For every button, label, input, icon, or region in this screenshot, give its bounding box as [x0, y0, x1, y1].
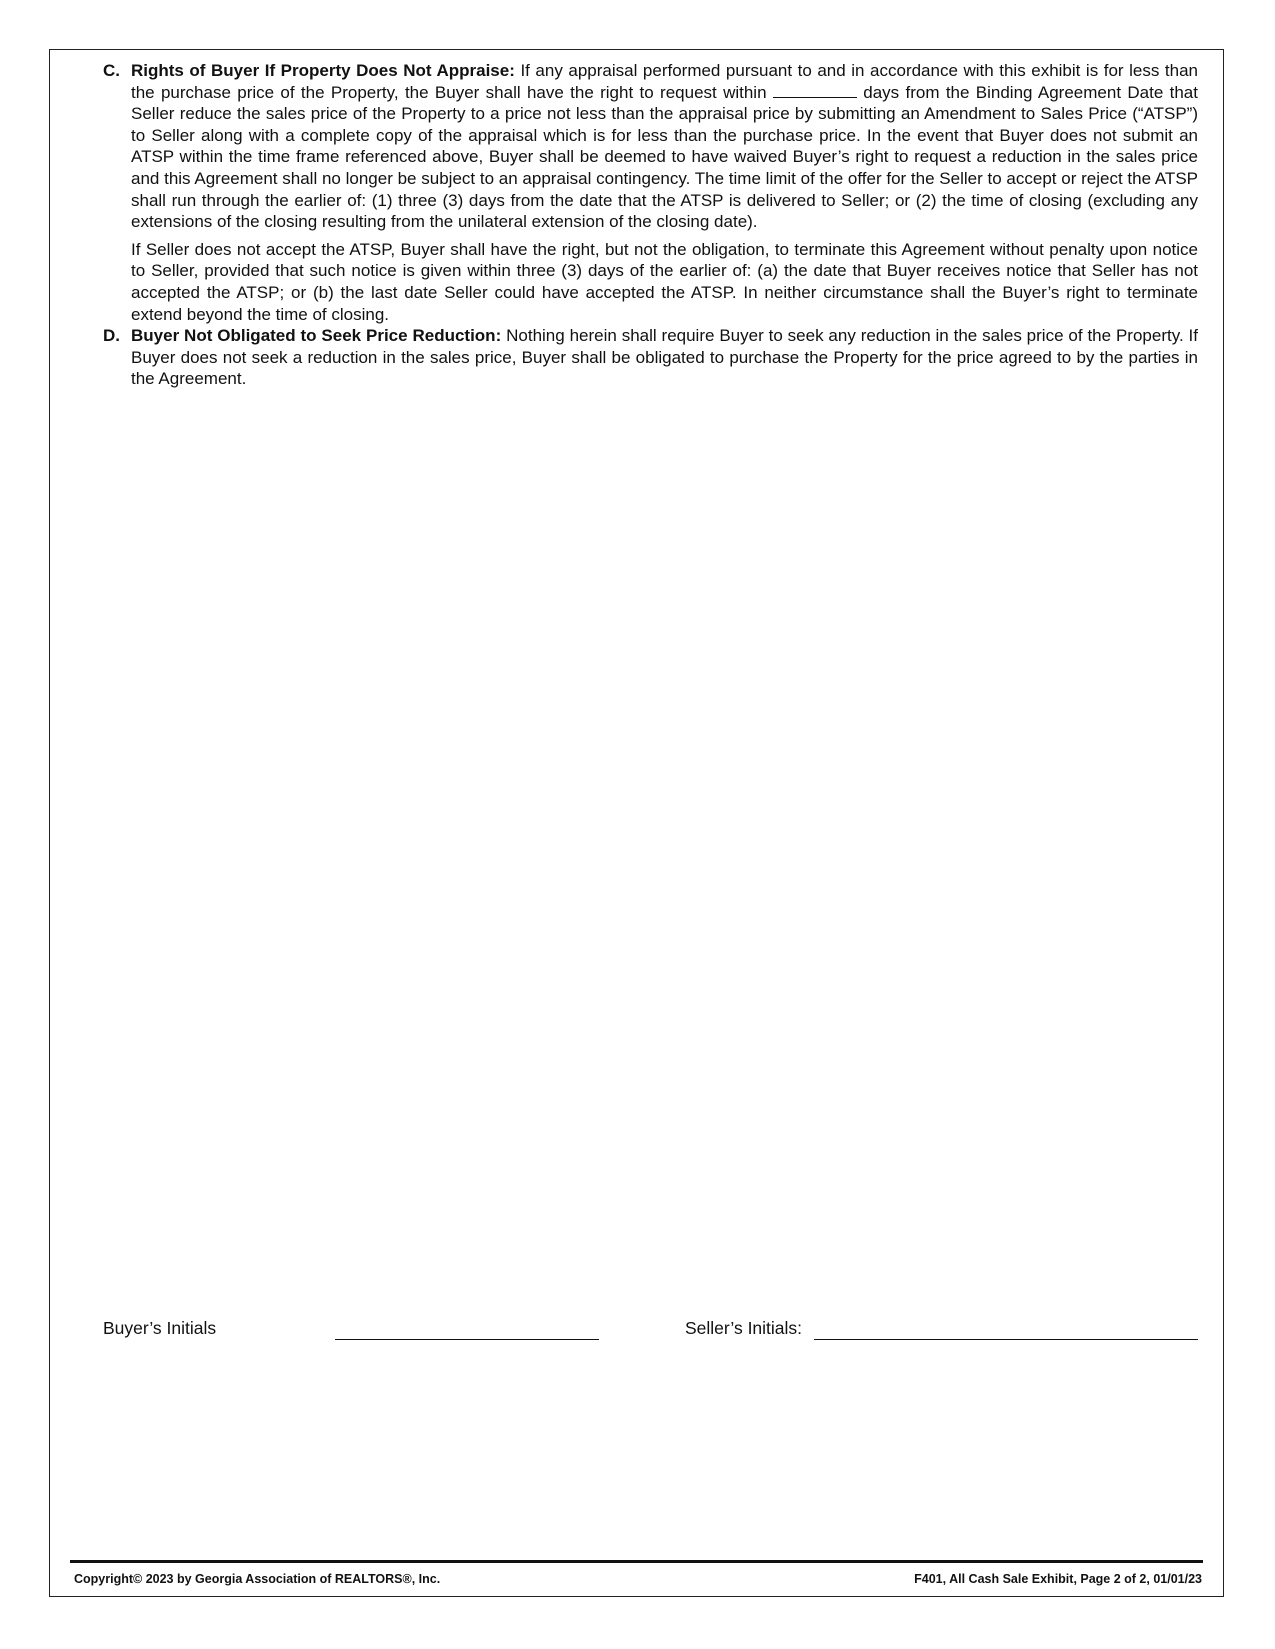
- section-d-letter: D.: [103, 326, 120, 346]
- section-c-letter: C.: [103, 61, 120, 80]
- buyer-initials-label: Buyer’s Initials: [103, 1318, 217, 1338]
- footer-form-id: F401, All Cash Sale Exhibit, Page 2 of 2, 01/01/23: [914, 1572, 1202, 1586]
- section-c-paragraph-2: If Seller does not accept the ATSP, Buyer shall have the right, but not the obligation, to terminate this Agreement without penalty upon notice to Seller, provided that such notice is given within three (3) days of the earlier of: (a) the date that Buyer receives notice that Seller has not accepted the ATSP; or (b) the last date Seller could have accepted the ATSP. In neither circumstance shall the Buyer’s right to terminate extend beyond the time of closing.: [131, 239, 1198, 324]
- footer-copyright: Copyright© 2023 by Georgia Association of REALTORS®, Inc.: [74, 1572, 441, 1586]
- seller-initials-line[interactable]: [814, 1339, 1198, 1340]
- seller-initials-label: Seller’s Initials:: [685, 1318, 803, 1338]
- section-c-text-after-blank: days from the Binding Agreement Date that Seller reduce the sales price of the Property to a price not less than the appraisal price by submitting an Amendment to Sales Price (“ATSP”) to Seller along with a complete copy of the appraisal which is for less than the purchase price. In the event that Buyer does not submit an ATSP within the time frame referenced above, Buyer shall be deemed to have waived Buyer’s right to request a reduction in the sales price and this Agreement shall no longer be subject to an appraisal contingency. The time limit of the offer for the Seller to accept or reject the ATSP shall run through the earlier of: (1) three (3) days from the date that the ATSP is delivered to Seller; or (2) the time of closing (excluding any extensions of the closing resulting from the unilateral extension of the closing date).: [131, 82, 1198, 232]
- footer-rule: [70, 1560, 1203, 1563]
- initials-row: [103, 1318, 1198, 1348]
- section-d-text: Nothing herein shall require Buyer to seek any reduction in the sales price of the Property. If Buyer does not seek a reduction in the sales price, Buyer shall be obligated to purchase the Property for the price agreed to by the parties in the Agreement.: [131, 326, 1198, 389]
- section-c-text-before-blank: If any appraisal performed pursuant to and in accordance with this exhibit is for less than the purchase price of the Property, the Buyer shall have the right to request within: [131, 61, 1198, 102]
- buyer-initials-line[interactable]: [335, 1339, 599, 1340]
- section-d: [103, 325, 1198, 390]
- section-d-paragraph: [131, 325, 1198, 390]
- section-c: [103, 60, 1198, 325]
- days-blank-field[interactable]: [773, 83, 857, 98]
- section-c-heading: Rights of Buyer If Property Does Not Appraise:: [131, 61, 515, 80]
- section-c-paragraph-1: [131, 60, 1198, 233]
- document-body: [103, 60, 1198, 390]
- section-d-heading: Buyer Not Obligated to Seek Price Reduction:: [131, 326, 502, 346]
